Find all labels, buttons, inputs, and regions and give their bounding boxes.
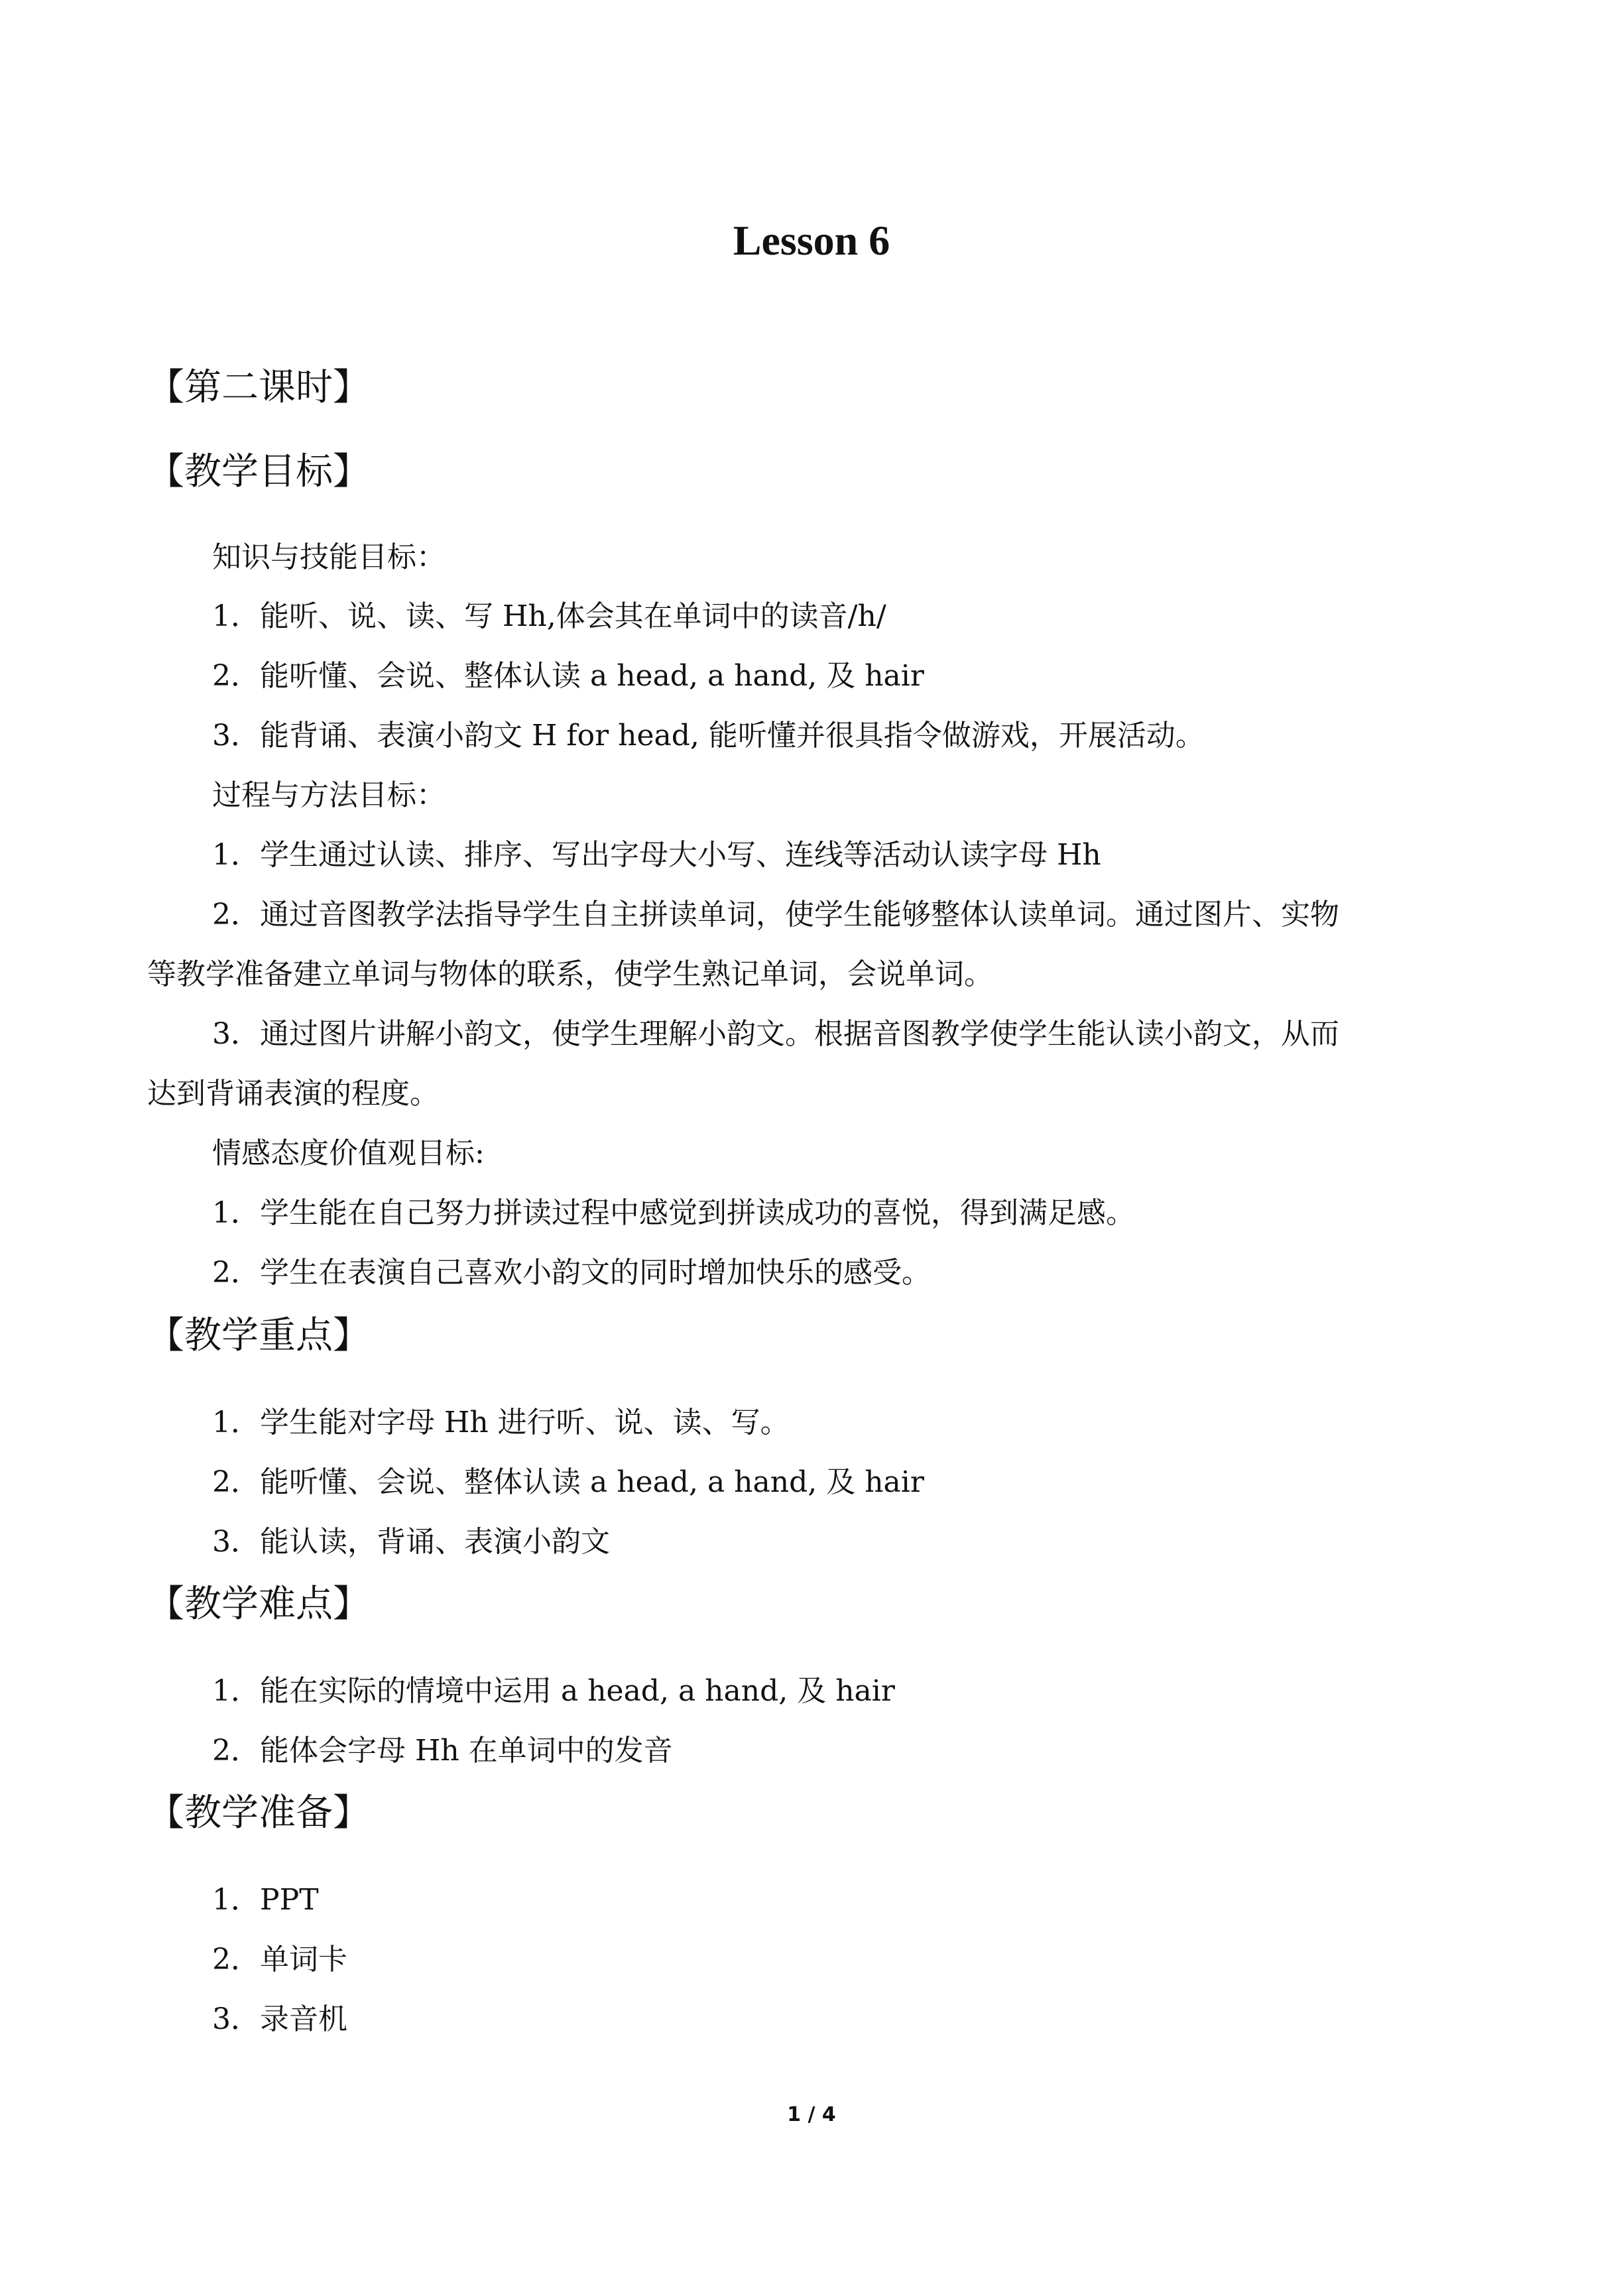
emotion-subheading: 情感态度价值观目标: — [212, 1136, 485, 1170]
key-points-heading: 【教学重点】 — [147, 1314, 370, 1357]
key-point-item: 3．能认读，背诵、表演小韵文 — [212, 1525, 610, 1559]
objectives-heading: 【教学目标】 — [147, 450, 370, 493]
preparation-item: 1．PPT — [212, 1883, 319, 1917]
emotion-item: 1．学生能在自己努力拼读过程中感觉到拼读成功的喜悦，得到满足感。 — [212, 1196, 1135, 1230]
knowledge-subheading: 知识与技能目标： — [212, 540, 446, 574]
preparation-item: 2．单词卡 — [212, 1943, 347, 1976]
process-item: 3．通过图片讲解小韵文，使学生理解小韵文。根据音图教学使学生能认读小韵文，从而 — [212, 1017, 1339, 1051]
key-point-item: 2．能听懂、会说、整体认读 a head, a hand, 及 hair — [212, 1465, 924, 1499]
knowledge-item: 3．能背诵、表演小韵文 H for head, 能听懂并很具指令做游戏，开展活动。 — [212, 719, 1205, 753]
process-item-continuation: 等教学准备建立单词与物体的联系，使学生熟记单词，会说单词。 — [147, 957, 993, 991]
knowledge-item: 1．能听、说、读、写 Hh,体会其在单词中的读音/h/ — [212, 599, 886, 633]
preparation-heading: 【教学准备】 — [147, 1791, 370, 1835]
difficulty-item: 1．能在实际的情境中运用 a head, a hand, 及 hair — [212, 1674, 895, 1708]
key-point-item: 1．学生能对字母 Hh 进行听、说、读、写。 — [212, 1406, 790, 1439]
emotion-item: 2．学生在表演自己喜欢小韵文的同时增加快乐的感受。 — [212, 1256, 931, 1290]
knowledge-item: 2．能听懂、会说、整体认读 a head, a hand, 及 hair — [212, 659, 924, 693]
process-item: 2．通过音图教学法指导学生自主拼读单词，使学生能够整体认读单词。通过图片、实物 — [212, 898, 1339, 932]
preparation-item: 3．录音机 — [212, 2002, 347, 2036]
process-item-continuation: 达到背诵表演的程度。 — [147, 1077, 439, 1111]
document-title: Lesson 6 — [733, 217, 890, 264]
period-heading: 【第二课时】 — [147, 366, 370, 409]
page-number: 1 / 4 — [787, 2103, 836, 2126]
process-subheading: 过程与方法目标： — [212, 778, 446, 812]
process-item: 1．学生通过认读、排序、写出字母大小写、连线等活动认读字母 Hh — [212, 838, 1101, 872]
difficulty-item: 2．能体会字母 Hh 在单词中的发音 — [212, 1734, 673, 1768]
difficulties-heading: 【教学难点】 — [147, 1583, 370, 1626]
